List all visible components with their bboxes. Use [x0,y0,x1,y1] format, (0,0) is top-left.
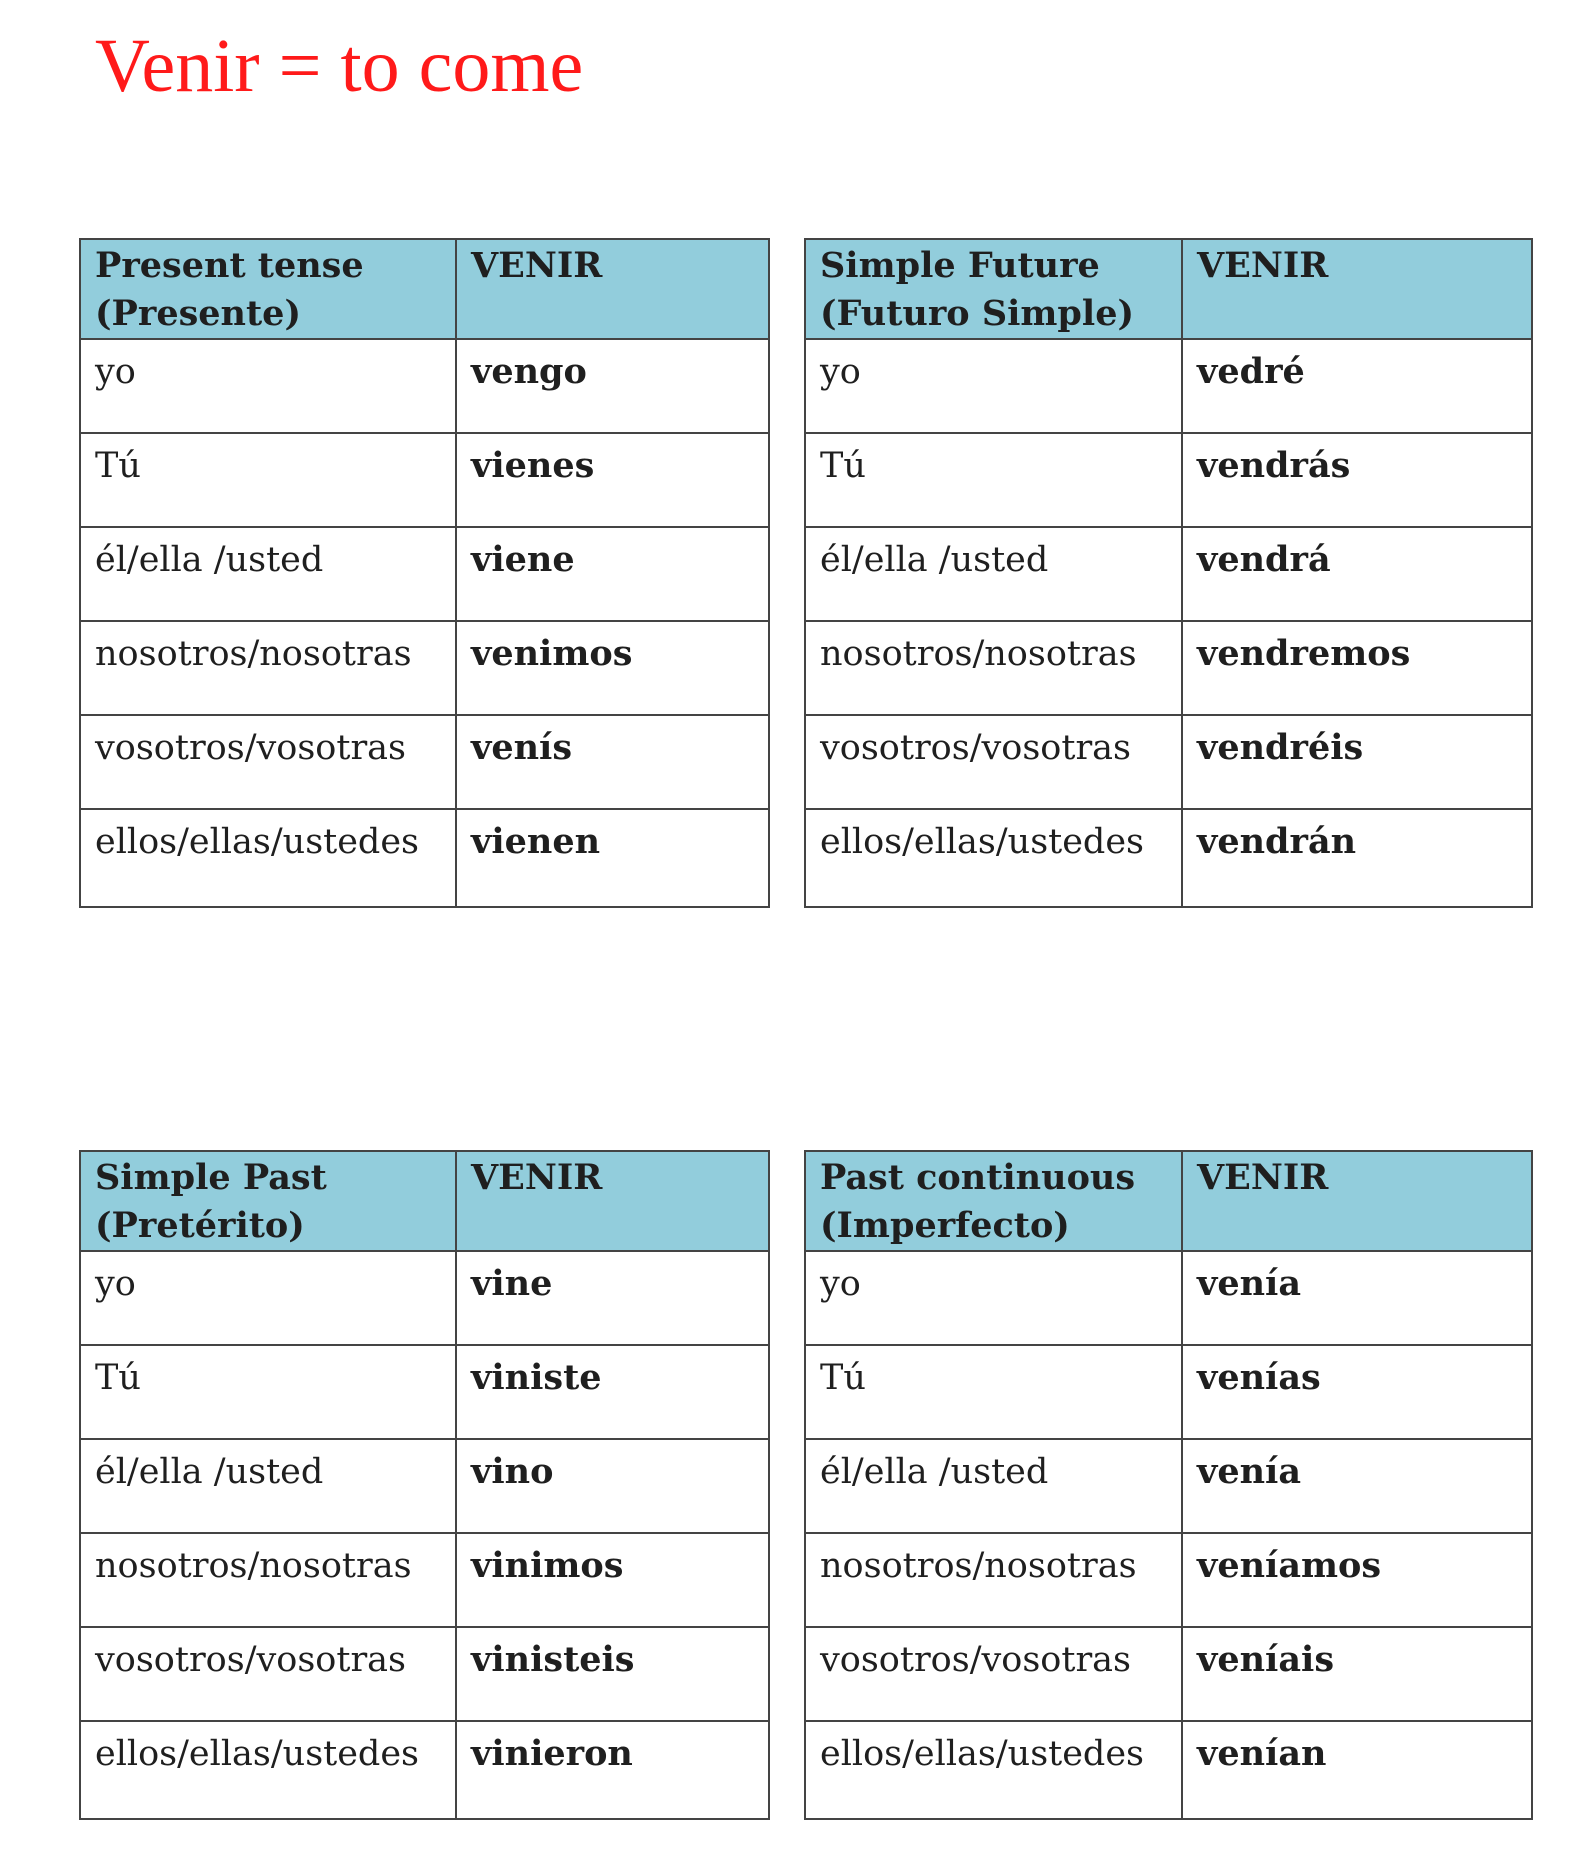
conjugation-cell: viene [456,527,769,621]
pronoun-cell: nosotros/nosotras [805,1533,1182,1627]
table-header-row [805,239,1532,339]
simple-future-table [804,238,1533,908]
table-row [805,527,1532,621]
table-header-row [80,239,769,339]
past-continuous-table [804,1150,1533,1820]
conjugation-cell: venían [1182,1721,1532,1819]
table-row [805,433,1532,527]
tense-spanish-name: (Pretérito) [95,1205,305,1246]
pronoun-cell: yo [805,339,1182,433]
conjugation-cell: vienen [456,809,769,907]
pronoun-cell: ellos/ellas/ustedes [80,1721,456,1819]
pronoun-cell: vosotros/vosotras [805,1627,1182,1721]
tense-header [80,239,456,339]
table-header-row [805,1151,1532,1251]
table-row [805,1251,1532,1345]
table-row [80,621,769,715]
conjugation-cell: veníamos [1182,1533,1532,1627]
tense-name: Simple Past [95,1157,327,1198]
conjugation-cell: vendrá [1182,527,1532,621]
conjugation-cell: venías [1182,1345,1532,1439]
tense-name: Simple Future [820,245,1100,286]
simple-past-table [79,1150,770,1820]
conjugation-cell: vendréis [1182,715,1532,809]
conjugation-cell: vendrán [1182,809,1532,907]
table-row [805,1721,1532,1819]
tense-spanish-name: (Presente) [95,293,302,334]
pronoun-cell: él/ella /usted [80,1439,456,1533]
table-row [80,339,769,433]
table-row [805,1533,1532,1627]
pronoun-cell: Tú [80,433,456,527]
conjugation-cell: vedré [1182,339,1532,433]
pronoun-cell: él/ella /usted [805,1439,1182,1533]
tense-name: Past continuous [820,1157,1136,1198]
verb-header: VENIR [1182,1151,1532,1251]
tense-header [805,1151,1182,1251]
conjugation-cell: vengo [456,339,769,433]
verb-header: VENIR [456,239,769,339]
conjugation-cell: vinimos [456,1533,769,1627]
present-tense-table [79,238,770,908]
pronoun-cell: vosotros/vosotras [80,715,456,809]
table-row [80,809,769,907]
conjugation-cell: viniste [456,1345,769,1439]
table-row [80,1251,769,1345]
pronoun-cell: ellos/ellas/ustedes [805,1721,1182,1819]
tense-name: Present tense [95,245,364,286]
table-row [805,715,1532,809]
table-row [805,1345,1532,1439]
table-row [805,1439,1532,1533]
table-row [80,1345,769,1439]
conjugation-cell: venís [456,715,769,809]
table-row [805,1627,1532,1721]
pronoun-cell: él/ella /usted [80,527,456,621]
pronoun-cell: nosotros/nosotras [805,621,1182,715]
conjugation-cell: venía [1182,1251,1532,1345]
pronoun-cell: Tú [805,1345,1182,1439]
table-row [805,339,1532,433]
pronoun-cell: Tú [805,433,1182,527]
conjugation-cell: vienes [456,433,769,527]
table-row [80,715,769,809]
table-row [805,621,1532,715]
table-row [80,433,769,527]
conjugation-cell: vine [456,1251,769,1345]
table-row [80,1533,769,1627]
pronoun-cell: yo [80,339,456,433]
conjugation-cell: vino [456,1439,769,1533]
pronoun-cell: nosotros/nosotras [80,621,456,715]
tense-spanish-name: (Imperfecto) [820,1205,1070,1246]
tense-header [805,239,1182,339]
table-row [80,527,769,621]
pronoun-cell: yo [805,1251,1182,1345]
pronoun-cell: vosotros/vosotras [805,715,1182,809]
pronoun-cell: ellos/ellas/ustedes [80,809,456,907]
conjugation-cell: veníais [1182,1627,1532,1721]
pronoun-cell: él/ella /usted [805,527,1182,621]
table-row [80,1439,769,1533]
conjugation-cell: venimos [456,621,769,715]
conjugation-cell: venía [1182,1439,1532,1533]
table-header-row [80,1151,769,1251]
verb-header: VENIR [1182,239,1532,339]
pronoun-cell: ellos/ellas/ustedes [805,809,1182,907]
conjugation-cell: vendrás [1182,433,1532,527]
pronoun-cell: vosotros/vosotras [80,1627,456,1721]
table-row [80,1627,769,1721]
conjugation-cell: vinieron [456,1721,769,1819]
conjugation-cell: vendremos [1182,621,1532,715]
conjugation-cell: vinisteis [456,1627,769,1721]
tense-header [80,1151,456,1251]
table-row [80,1721,769,1819]
page-title: Venir = to come [95,24,584,108]
pronoun-cell: yo [80,1251,456,1345]
pronoun-cell: nosotros/nosotras [80,1533,456,1627]
tense-spanish-name: (Futuro Simple) [820,293,1135,334]
verb-header: VENIR [456,1151,769,1251]
table-row [805,809,1532,907]
pronoun-cell: Tú [80,1345,456,1439]
